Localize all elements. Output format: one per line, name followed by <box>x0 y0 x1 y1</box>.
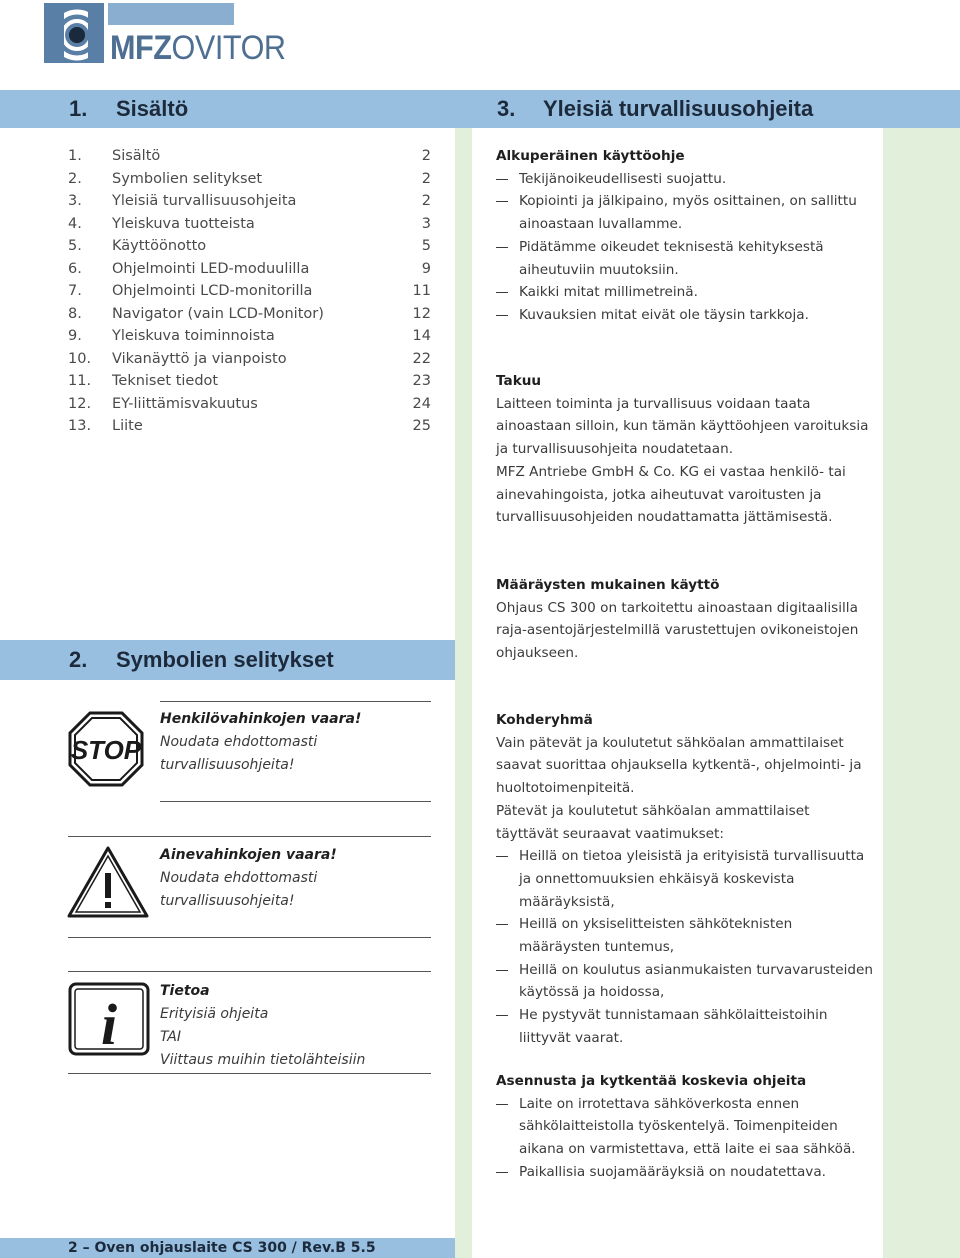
block-heading: Määräysten mukainen käyttö <box>496 577 720 593</box>
bullet-item: Heillä on yksiselitteisten sähköteknisten määräysten tuntemus, <box>519 916 793 956</box>
info-icon <box>68 982 150 1060</box>
divider <box>68 937 431 938</box>
stop-sign-icon <box>68 711 144 791</box>
bullet-item: He pystyvät tunnistamaan sähkölaitteistoihin liittyvät vaarat. <box>519 1007 828 1046</box>
accent-stripe-left <box>455 128 472 1258</box>
section-title: Sisältö <box>116 96 189 121</box>
divider <box>68 836 431 837</box>
symbol-description: Tietoa Erityisiä ohjeita TAI Viittaus muihin tietolähteisiin <box>160 983 366 1068</box>
accent-stripe-right <box>883 128 960 1258</box>
symbol-description: Ainevahinkojen vaara! Noudata ehdottomasti turvallisuusohjeita! <box>160 847 337 909</box>
symbol-description: Henkilövahinkojen vaara! Noudata ehdottomasti turvallisuusohjeita! <box>160 711 362 773</box>
section-header-toc <box>0 90 455 128</box>
bullet-item: Kaikki mitat millimetreinä. <box>519 284 698 301</box>
toc-row[interactable]: 3. Yleisiä turvallisuusohjeita 2 <box>68 193 431 209</box>
section-title: Yleisiä turvallisuusohjeita <box>543 96 814 121</box>
toc-row[interactable]: 2. Symbolien selitykset 2 <box>68 170 431 187</box>
warning-triangle-icon <box>66 845 150 923</box>
toc-row[interactable]: 7. Ohjelmointi LCD-monitorilla 11 <box>68 283 431 299</box>
toc-row[interactable]: 5. Käyttöönotto 5 <box>68 238 431 254</box>
toc-row[interactable]: 10. Vikanäyttö ja vianpoisto 22 <box>68 350 431 367</box>
section-number: 1. <box>69 96 88 121</box>
toc-row[interactable]: 6. Ohjelmointi LED-moduulilla 9 <box>68 260 431 277</box>
bullet-item: Paikallisia suojamääräyksiä on noudatettava. <box>519 1163 827 1180</box>
bullet-item: Laite on irrotettava sähköverkosta ennen sähkölaitteistolla työskentelyä. Toimenpiteiden aikana on varmistettava, että laite ei saa sähköä. <box>519 1095 856 1158</box>
section-number: 3. <box>497 96 516 121</box>
toc-row[interactable]: 4. Yleiskuva tuotteista 3 <box>68 215 431 232</box>
logo-wordmark: MFZOVITOR <box>110 29 286 67</box>
installation-block <box>496 1070 876 1184</box>
toc-row[interactable]: 11. Tekniset tiedot 23 <box>68 373 431 389</box>
toc-row[interactable]: 9. Yleiskuva toiminnoista 14 <box>68 328 431 344</box>
toc-row[interactable]: 8. Navigator (vain LCD-Monitor) 12 <box>68 305 431 322</box>
target-group-block: Kohderyhmä Vain pätevät ja koulutetut sähköalan ammattilaiset saavat suorittaa ohjauksella kytkentä-, ohjelmointi- ja huoltotoimenpiteitä. Pätevät ja koulutetut sähköalan ammattilaiset täyttävät seuraavat vaatimukset: Heillä on tietoa yleisistä ja erityisistä turvallisuutta ja onnettomuuksien ehkäisyä koskevista määräyksistä, Heillä on yksiselitteisten sähköteknisten määräysten tuntemus, Heillä on koulutus asianmukaisten turvavarusteiden käytössä ja hoidossa, He pystyvät tunnistamaan sähkölaitteistoihin liittyvät vaarat. <box>496 709 876 1050</box>
bullet-item: Pidätämme oikeudet teknisestä kehityksestä aiheutuviin muutoksiin. <box>519 238 824 278</box>
divider <box>68 1073 431 1074</box>
logo-emblem-icon <box>44 3 104 63</box>
block-heading: Kohderyhmä <box>496 712 593 728</box>
block-heading: Alkuperäinen käyttöohje <box>496 148 685 164</box>
logo-bar <box>108 3 234 25</box>
section-header-symbols <box>0 640 455 680</box>
intended-use-block: Määräysten mukainen käyttö Ohjaus CS 300 on tarkoitettu ainoastaan digitaalisilla raja-asentojärjestelmillä varustettujen ovikoneistojen ohjaukseen. <box>496 574 876 665</box>
section-number: 2. <box>69 647 88 672</box>
svg-text:i: i <box>100 992 118 1056</box>
bullet-item: Kuvauksien mitat eivät ole täysin tarkkoja. <box>519 306 809 323</box>
toc-row[interactable]: 13. Liite 25 <box>68 418 431 434</box>
bullet-item: Tekijänoikeudellisesti suojattu. <box>519 170 727 187</box>
divider <box>160 801 431 802</box>
divider <box>160 701 431 702</box>
section-header-safety <box>455 90 960 128</box>
section-title: Symbolien selitykset <box>116 647 334 672</box>
bullet-item: Heillä on koulutus asianmukaisten turvavarusteiden käytössä ja hoidossa, <box>519 961 873 1001</box>
block-heading: Asennusta ja kytkentää koskevia ohjeita <box>496 1073 807 1089</box>
warranty-block: Takuu Laitteen toiminta ja turvallisuus voidaan taata ainoastaan silloin, kun tämän käyttöohjeen varoituksia ja turvallisuusohjeita noudatetaan. MFZ Antriebe GmbH & Co. KG ei vastaa henkilö- tai ainevahingoista, jotka aiheutuvat varoitusten ja turvallisuusohjeiden noudattamatta jättämisestä. <box>496 370 876 529</box>
original-manual-block <box>496 145 876 327</box>
toc-row[interactable]: 12. EY-liittämisvakuutus 24 <box>68 395 431 412</box>
block-heading: Takuu <box>496 373 542 389</box>
divider <box>68 971 431 972</box>
bullet-item: Kopiointi ja jälkipaino, myös osittainen, on sallittu ainoastaan luvallamme. <box>519 193 857 233</box>
svg-text:STOP: STOP <box>70 735 142 765</box>
bullet-item: Heillä on tietoa yleisistä ja erityisistä turvallisuutta ja onnettomuuksien ehkäisyä koskevista määräyksistä, <box>519 848 865 910</box>
brand-logo <box>44 3 294 67</box>
toc-row[interactable]: 1. Sisältö 2 <box>68 148 431 164</box>
page-footer: 2 – Oven ohjauslaite CS 300 / Rev.B 5.5 <box>68 1240 376 1256</box>
